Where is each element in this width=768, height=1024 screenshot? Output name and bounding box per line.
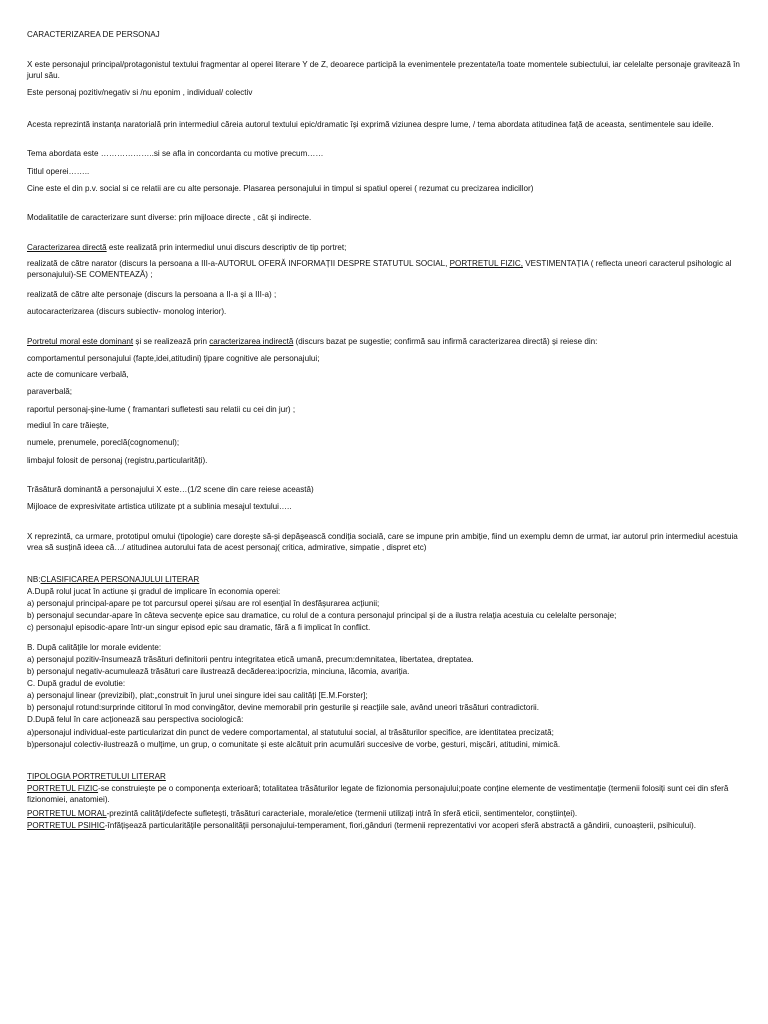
underlined-term: PORTRETUL FIZIC — [27, 784, 99, 793]
underlined-term: Portretul moral este dominant — [27, 337, 134, 346]
paragraph-title-work: Titlul operei…….. — [27, 167, 90, 176]
list-item: b) personajul secundar-apare în câteva secvențe epice sau dramatice, cu rolul de a contura personajul principal și de a ilustra relația acestuia cu celelalte personaje; — [27, 611, 617, 620]
paragraph-theme: Tema abordata este ………………..si se afla in concordanta cu motive precum…… — [27, 149, 324, 158]
classification-heading — [27, 574, 750, 585]
section-b-title: B. După calitățile lor morale evidente: — [27, 643, 162, 652]
paragraph-modalities: Modalitatile de caracterizare sunt diverse: prin mijloace directe , cât și indirecte. — [27, 213, 312, 222]
paragraph-narrator-characterization — [27, 258, 750, 280]
list-item: a)personajul individual-este particularizat din punct de vedere comportamental, al statutului social, al trăsăturilor specifice, are identitatea precizată; — [27, 728, 554, 737]
portrait-physical — [27, 783, 750, 805]
paragraph-narrator: Acesta reprezintă instanța naratorială prin intermediul căreia autorul textului epic/dramatic își exprimă viziunea despre lume, / tema abordata atitudinea față de aceasta, sentimentele sau ideile. — [27, 120, 714, 129]
section-a-title: A.După rolul jucat în actiune și gradul de implicare în economia operei: — [27, 587, 281, 596]
list-item: numele, prenumele, poreclă(cognomenul); — [27, 438, 180, 447]
text-span: este realizată prin intermediul unui discurs descriptiv de tip portret; — [106, 243, 347, 252]
paragraph-conclusion: X reprezintă, ca urmare, prototipul omului (tipologie) care dorește să-și depășească condiția socială, care se impune prin ambiție, fiind un exemplu demn de urmat, iar autorul prin intermediul acestuia vrea să susțină ideea că…/ atitudinea autorului fata de acest personaj( critica, admirative, simpatie , dispret etc) — [27, 532, 738, 552]
text-span: realizată de către narator (discurs la persoana a III-a-AUTORUL OFERĂ INFORMAȚII DESPRE STATUTUL SOCIAL, — [27, 259, 450, 268]
paragraph-social: Cine este el din p.v. social si ce relatii are cu alte personaje. Plasarea personajului in timpul si spatiul operei ( rezumat cu precizarea indicillor) — [27, 184, 534, 193]
paragraph-self-characterization: autocaracterizarea (discurs subiectiv- monolog interior). — [27, 307, 227, 316]
list-item: paraverbală; — [27, 387, 72, 396]
underlined-term: caracterizarea indirectă — [209, 337, 294, 346]
underlined-term: PORTRETUL PSIHIC — [27, 821, 105, 830]
portrait-psychic — [27, 820, 750, 831]
list-item: acte de comunicare verbală, — [27, 370, 129, 379]
text-span: (discurs bazat pe sugestie; confirmă sau infirmă caracterizarea directă) și reiese din: — [293, 337, 598, 346]
underlined-term: PORTRETUL FIZIC, — [449, 259, 523, 268]
paragraph-direct-characterization — [27, 242, 750, 253]
paragraph-expressivity: Mijloace de expresivitate artistica utilizate pt a sublinia mesajul textului….. — [27, 502, 292, 511]
paragraph-type: Este personaj pozitiv/negativ si /nu eponim , individual/ colectiv — [27, 88, 253, 97]
list-item: b)personajul colectiv-ilustrează o mulțime, un grup, o comunitate și este alcătuit prin acumulări succesive de vorbe, gesturi, mișcări, atitudini, mimică. — [27, 740, 561, 749]
list-item: b) personajul rotund:surprinde cititorul în mod convingător, devine memorabil prin gesturile și reacțiile sale, având uneori trăsături contradictorii. — [27, 703, 539, 712]
section-d-title: D.După felul în care acționează sau perspectiva sociologică: — [27, 715, 244, 724]
paragraph-moral-portrait — [27, 336, 750, 347]
text-span: VESTIMENTAȚIA ( reflecta uneori caracterul psihologic al personajului)-SE COMENTEAZĂ) ; — [27, 259, 732, 279]
paragraph-dominant-trait: Trăsătură dominantă a personajului X este…(1/2 scene din care reiese aceastâ) — [27, 485, 314, 494]
list-item: c) personajul episodic-apare într-un singur episod epic sau dramatic, fără a fi implicat în conflict. — [27, 623, 371, 632]
text-span: NB: — [27, 575, 41, 584]
list-item: a) personajul pozitiv-însumează trăsături definitorii pentru integritatea etică umană, precum:demnitatea, libertatea, dreptatea. — [27, 655, 474, 664]
list-item: a) personajul principal-apare pe tot parcursul operei și/sau are rol esențial în desfășurarea acțiunii; — [27, 599, 380, 608]
underlined-term: CLASIFICAREA PERSONAJULUI LITERAR — [40, 575, 200, 584]
list-item: a) personajul linear (previzibil), plat:„construit în jurul unei singure idei sau calități [E.M.Forster]; — [27, 691, 368, 700]
page-title: CARACTERIZAREA DE PERSONAJ — [27, 30, 160, 39]
list-item: raportul personaj-șine-lume ( framantari sufletesti sau relatii cu cei din jur) ; — [27, 405, 296, 414]
paragraph-other-characters: realizată de către alte personaje (discurs la persoana a II-a și a III-a) ; — [27, 290, 277, 299]
text-span: și se realizează prin — [133, 337, 210, 346]
portrait-moral — [27, 808, 750, 819]
text-span: -prezintă calități/defecte sufletești, trăsături caracteriale, morale/etice (termenii utilizați intră în sferă eticii, sentimentelor, conștiinței). — [106, 809, 578, 818]
list-item: mediul în care trăiește, — [27, 421, 109, 430]
underlined-term: Caracterizarea directă — [27, 243, 107, 252]
list-item: limbajul folosit de personaj (registru,particularități). — [27, 456, 208, 465]
paragraph-protagonist: X este personajul principal/protagonistul textului fragmentar al operei literare Y de Z, deoarece participă la evenimentele prezentate/la toate momentele subiectului, iar celelalte personaje gravitează în jurul său. — [27, 60, 740, 80]
section-c-title: C. După gradul de evolutie: — [27, 679, 126, 688]
portrait-typology-heading: TIPOLOGIA PORTRETULUI LITERAR — [27, 772, 166, 781]
underlined-term: PORTRETUL MORAL — [27, 809, 107, 818]
text-span: -se construiește pe o componența exterioară; totalitatea trăsăturilor legate de fizionomia personajului;poate conține elemente de vestimentație (termenii folosiți sunt cei din sferă fizionomiei, anatomiei). — [27, 784, 729, 804]
list-item: b) personajul negativ-acumulează trăsături care ilustrează decăderea:ipocrizia, minciuna, lăcomia, avariția. — [27, 667, 410, 676]
list-item: comportamentul personajului (fapte,idei,atitudini) ţipare cognitive ale personajului; — [27, 354, 320, 363]
text-span: -înfățișează particularitățile personalității personajului-temperament, fiori,gânduri (termenii reprezentativi vor acoperi sferă abstractă a gândirii, cunoașterii, psihicului). — [104, 821, 696, 830]
